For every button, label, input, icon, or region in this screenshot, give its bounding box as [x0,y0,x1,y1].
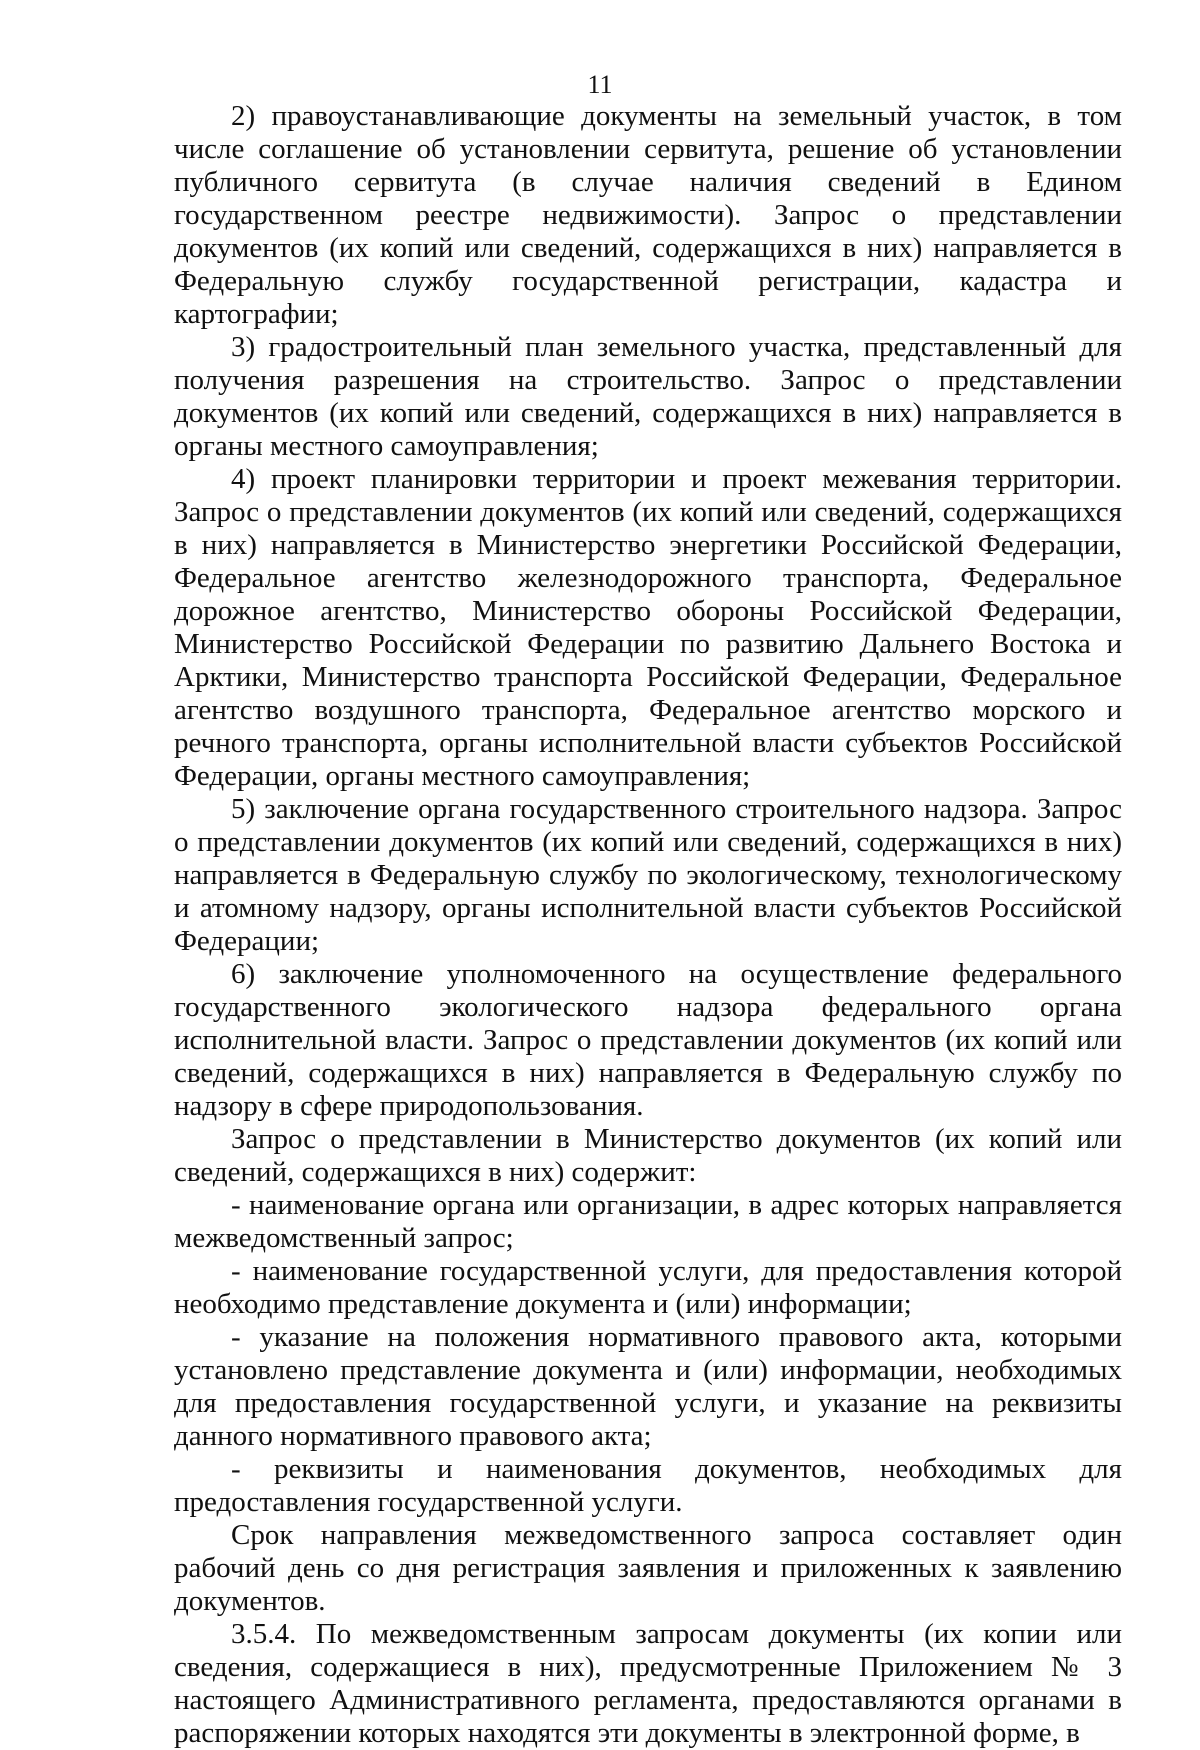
paragraph-3-5-4: 3.5.4. По межведомственным запросам документы (их копии или сведения, содержащиеся в них), предусмотренные Приложением № 3 настоящего Административного регламента, предоставляются органами в распоряжении которых находятся эти документы в электронной форме, в [174,1618,1122,1749]
paragraph-bullet-legal-act: - указание на положения нормативного правового акта, которыми установлено представление документа и (или) информации, необходимых для предоставления государственной услуги, и указание на реквизиты данного нормативного правового акта; [174,1321,1122,1452]
paragraph-bullet-organ-name: - наименование органа или организации, в адрес которых направляется межведомственный запрос; [174,1189,1122,1254]
page-number: 11 [587,70,613,99]
document-body [174,100,1122,1750]
paragraph-bullet-document-details: - реквизиты и наименования документов, необходимых для предоставления государственной услуги. [174,1453,1122,1518]
paragraph-item-2: 2) правоустанавливающие документы на земельный участок, в том числе соглашение об установлении сервитута, решение об установлении публичного сервитута (в случае наличия сведений в Едином государственном реестре недвижимости). Запрос о представлении документов (их копий или сведений, содержащихся в них) направляется в Федеральную службу государственной регистрации, кадастра и картографии; [174,100,1122,330]
paragraph-item-5: 5) заключение органа государственного строительного надзора. Запрос о представлении документов (их копий или сведений, содержащихся в них) направляется в Федеральную службу по экологическому, технологическому и атомному надзору, органы исполнительной власти субъектов Российской Федерации; [174,793,1122,957]
paragraph-item-4: 4) проект планировки территории и проект межевания территории. Запрос о представлении документов (их копий или сведений, содержащихся в них) направляется в Министерство энергетики Российской Федерации, Федеральное агентство железнодорожного транспорта, Федеральное дорожное агентство, Министерство обороны Российской Федерации, Министерство Российской Федерации по развитию Дальнего Востока и Арктики, Министерство транспорта Российской Федерации, Федеральное агентство воздушного транспорта, Федеральное агентство морского и речного транспорта, органы исполнительной власти субъектов Российской Федерации, органы местного самоуправления; [174,463,1122,792]
paragraph-bullet-service-name: - наименование государственной услуги, для предоставления которой необходимо представление документа и (или) информации; [174,1255,1122,1320]
paragraph-request-contents: Запрос о представлении в Министерство документов (их копий или сведений, содержащихся в них) содержит: [174,1123,1122,1188]
paragraph-request-deadline: Срок направления межведомственного запроса составляет один рабочий день со дня регистрация заявления и приложенных к заявлению документов. [174,1519,1122,1617]
paragraph-item-3: 3) градостроительный план земельного участка, представленный для получения разрешения на строительство. Запрос о представлении документов (их копий или сведений, содержащихся в них) направляется в органы местного самоуправления; [174,331,1122,462]
paragraph-item-6: 6) заключение уполномоченного на осуществление федерального государственного экологического надзора федерального органа исполнительной власти. Запрос о представлении документов (их копий или сведений, содержащихся в них) направляется в Федеральную службу по надзору в сфере природопользования. [174,958,1122,1122]
